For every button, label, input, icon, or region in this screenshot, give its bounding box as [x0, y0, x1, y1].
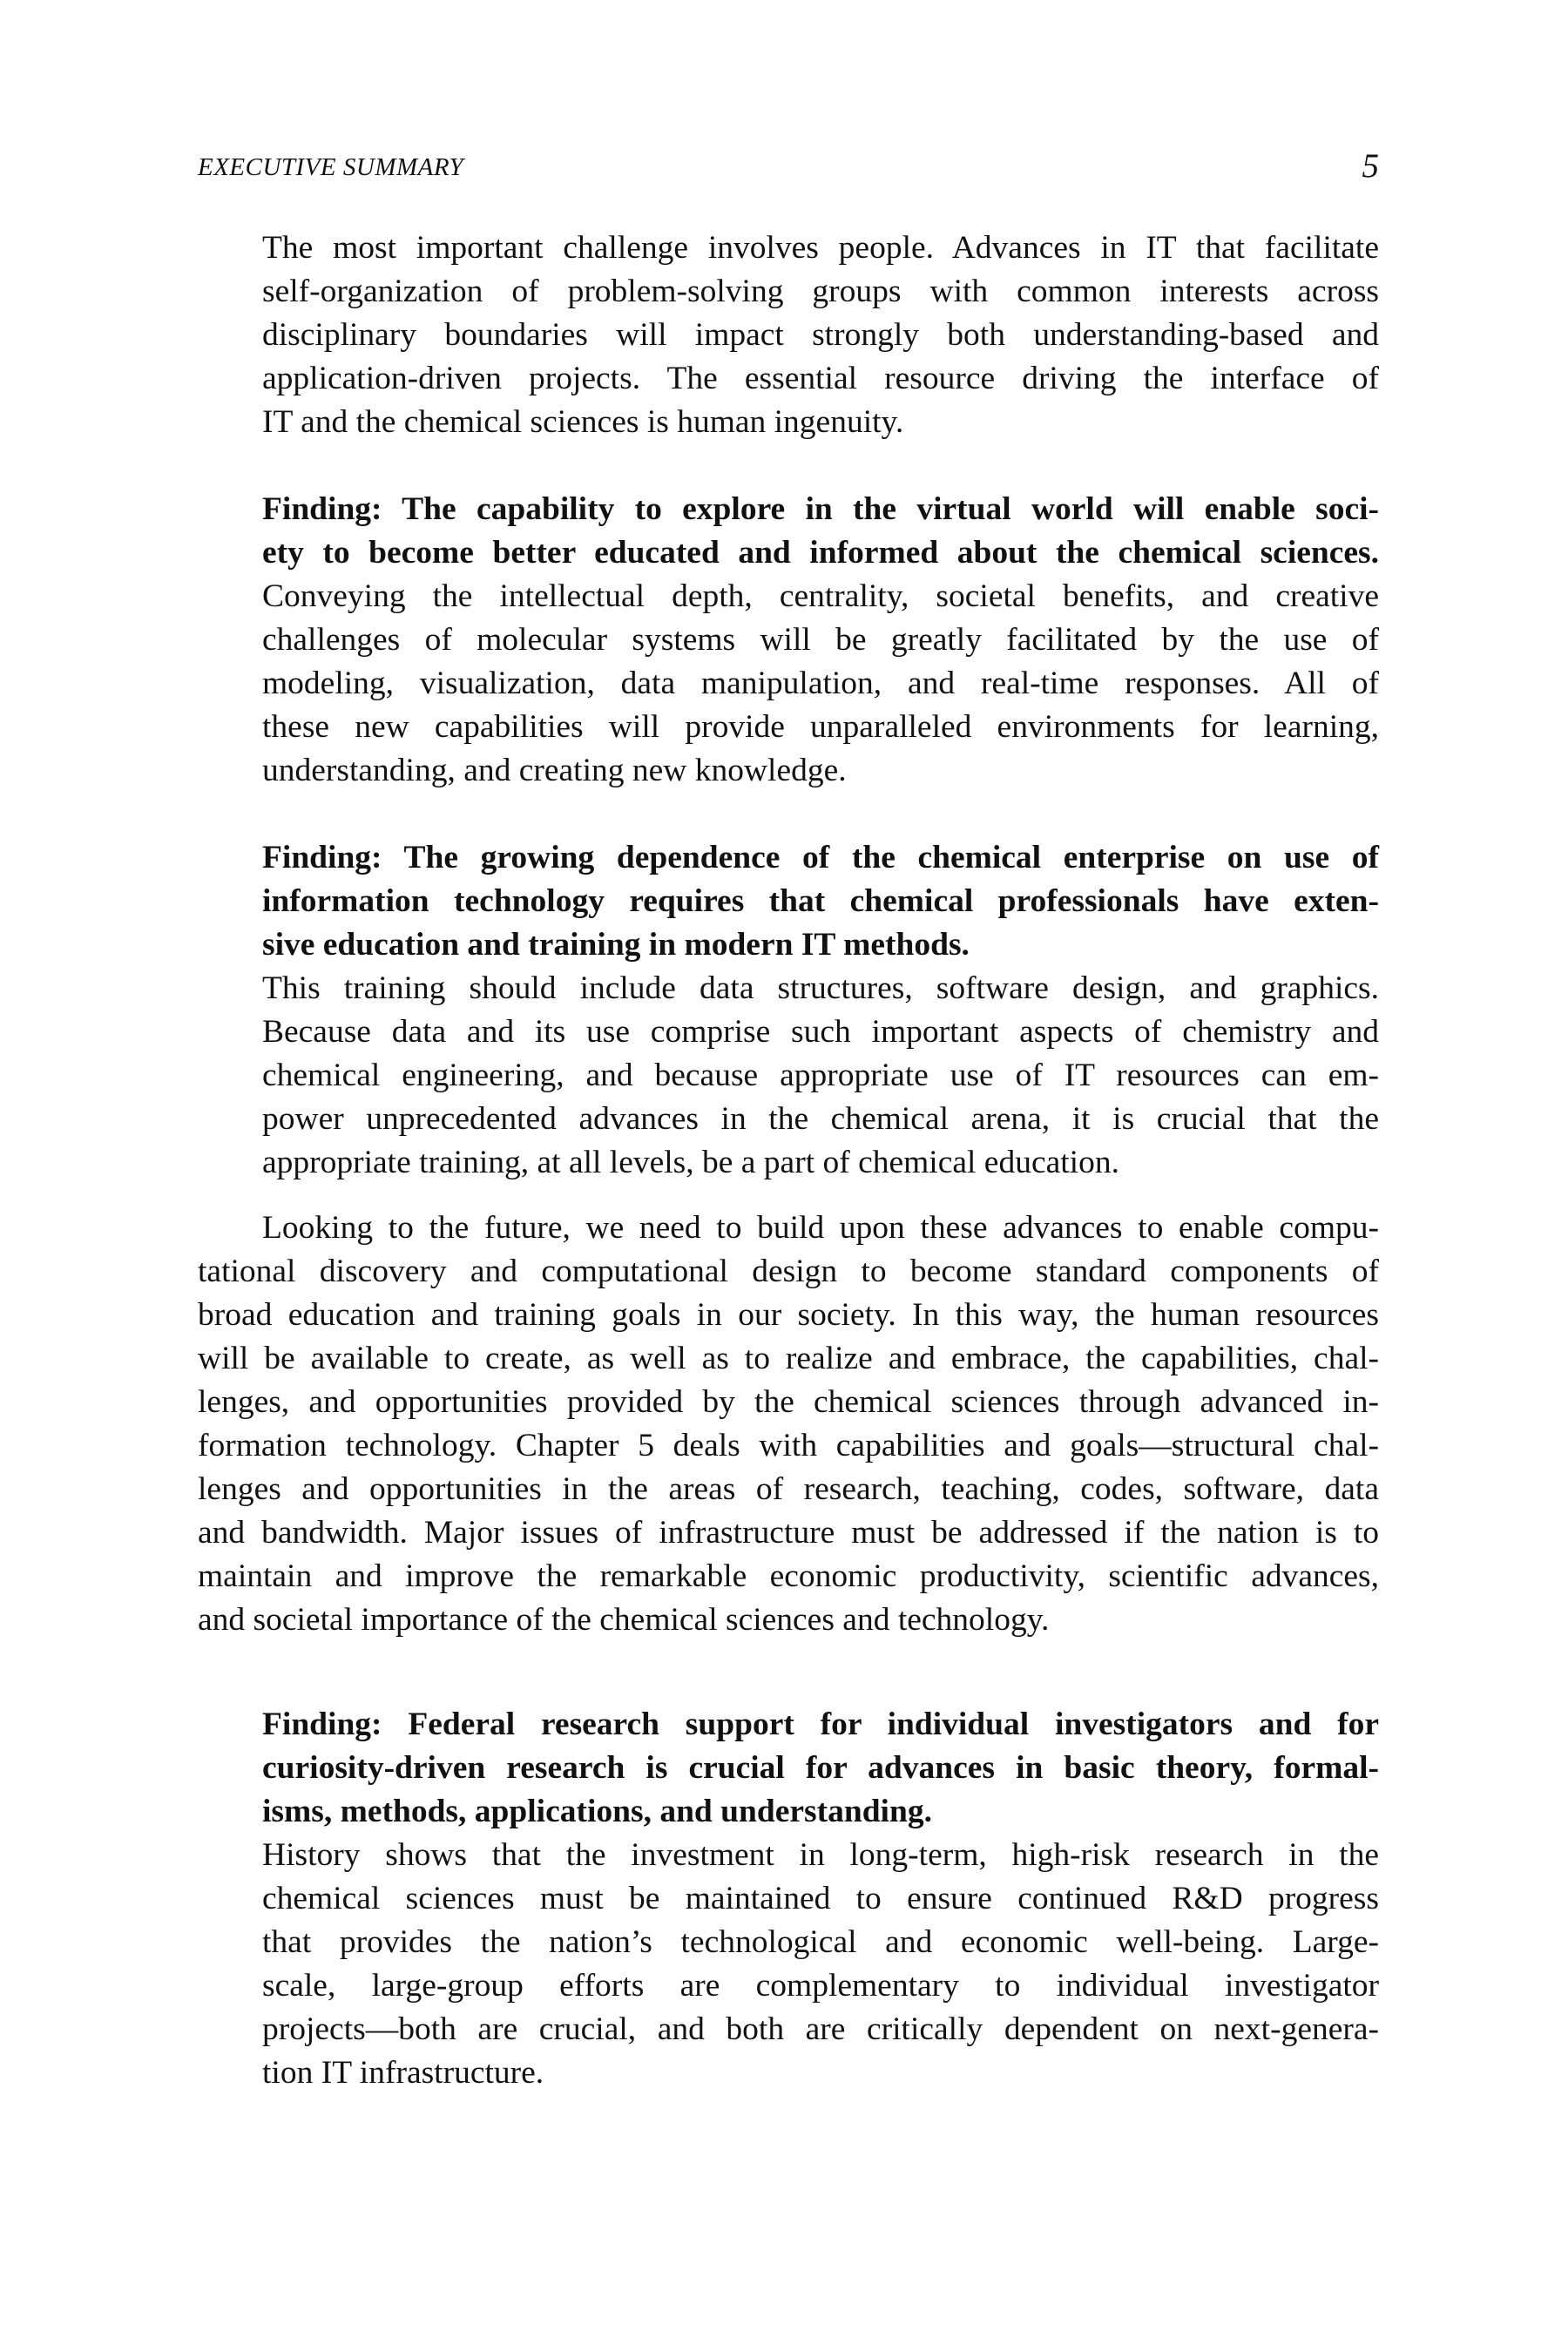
text-line: disciplinary boundaries will impact strongly both understanding-based and — [262, 317, 1379, 353]
text-line: broad education and training goals in our society. In this way, the human resources — [198, 1297, 1379, 1333]
intro-paragraph — [262, 226, 1379, 444]
text-line: appropriate training, at all levels, be a part of chemical education. — [262, 1145, 1119, 1180]
finding-heading-line: Finding: Federal research support for individual investigators and for — [262, 1707, 1379, 1742]
text-line: formation technology. Chapter 5 deals with capabilities and goals—structural chal- — [198, 1428, 1379, 1463]
text-line: chemical sciences must be maintained to ensure continued R&D progress — [262, 1881, 1379, 1916]
text-line: Conveying the intellectual depth, centrality, societal benefits, and creative — [262, 578, 1379, 614]
text-line: will be available to create, as well as to realize and embrace, the capabilities, chal- — [198, 1341, 1379, 1376]
text-line: Looking to the future, we need to build upon these advances to enable compu- — [262, 1210, 1379, 1246]
text-line: and societal importance of the chemical sciences and technology. — [198, 1602, 1050, 1638]
text-line: power unprecedented advances in the chemical arena, it is crucial that the — [262, 1101, 1379, 1137]
finding-federal-support — [262, 1703, 1379, 2095]
finding-heading-line: curiosity-driven research is crucial for advances in basic theory, formal- — [262, 1750, 1379, 1786]
text-line: History shows that the investment in long-term, high-risk research in the — [262, 1837, 1379, 1873]
finding-heading-line: sive education and training in modern IT methods. — [262, 927, 970, 963]
text-line: modeling, visualization, data manipulation, and real-time responses. All of — [262, 666, 1379, 701]
text-line: lenges and opportunities in the areas of research, teaching, codes, software, data — [198, 1471, 1379, 1507]
text-line: This training should include data structures, software design, and graphics. — [262, 970, 1379, 1006]
finding-heading-line: information technology requires that chemical professionals have exten- — [262, 883, 1379, 919]
text-line: projects—both are crucial, and both are critically dependent on next-genera- — [262, 2011, 1379, 2047]
finding-heading-line: ety to become better educated and informed about the chemical sciences. — [262, 535, 1379, 571]
finding-heading-line: Finding: The capability to explore in the virtual world will enable soci- — [262, 491, 1379, 527]
future-paragraph — [198, 1206, 1379, 1642]
text-line: maintain and improve the remarkable economic productivity, scientific advances, — [198, 1558, 1379, 1594]
text-line: that provides the nation’s technological and economic well-being. Large- — [262, 1924, 1379, 1960]
text-line: understanding, and creating new knowledge. — [262, 753, 847, 788]
text-line: tion IT infrastructure. — [262, 2055, 544, 2091]
text-line: lenges, and opportunities provided by the chemical sciences through advanced in- — [198, 1384, 1379, 1420]
finding-heading-line: Finding: The growing dependence of the chemical enterprise on use of — [262, 840, 1379, 875]
text-line: scale, large-group efforts are complementary to individual investigator — [262, 1968, 1379, 2004]
text-line: tational discovery and computational design to become standard components of — [198, 1254, 1379, 1289]
text-line: application-driven projects. The essential resource driving the interface of — [262, 361, 1379, 396]
text-line: challenges of molecular systems will be greatly facilitated by the use of — [262, 622, 1379, 658]
finding-it-education — [262, 836, 1379, 1185]
running-header — [198, 146, 1379, 190]
page-number: 5 — [1362, 147, 1379, 185]
text-line: Because data and its use comprise such important aspects of chemistry and — [262, 1014, 1379, 1050]
text-line: and bandwidth. Major issues of infrastructure must be addressed if the nation is to — [198, 1515, 1379, 1551]
text-line: IT and the chemical sciences is human ingenuity. — [262, 404, 904, 440]
text-line: The most important challenge involves people. Advances in IT that facilitate — [262, 230, 1379, 266]
text-line: chemical engineering, and because appropriate use of IT resources can em- — [262, 1058, 1379, 1093]
finding-heading-line: isms, methods, applications, and understanding. — [262, 1794, 932, 1829]
section-title: EXECUTIVE SUMMARY — [198, 153, 464, 181]
text-line: these new capabilities will provide unparalleled environments for learning, — [262, 709, 1379, 745]
finding-virtual-world — [262, 488, 1379, 793]
text-line: self-organization of problem-solving groups with common interests across — [262, 274, 1379, 309]
